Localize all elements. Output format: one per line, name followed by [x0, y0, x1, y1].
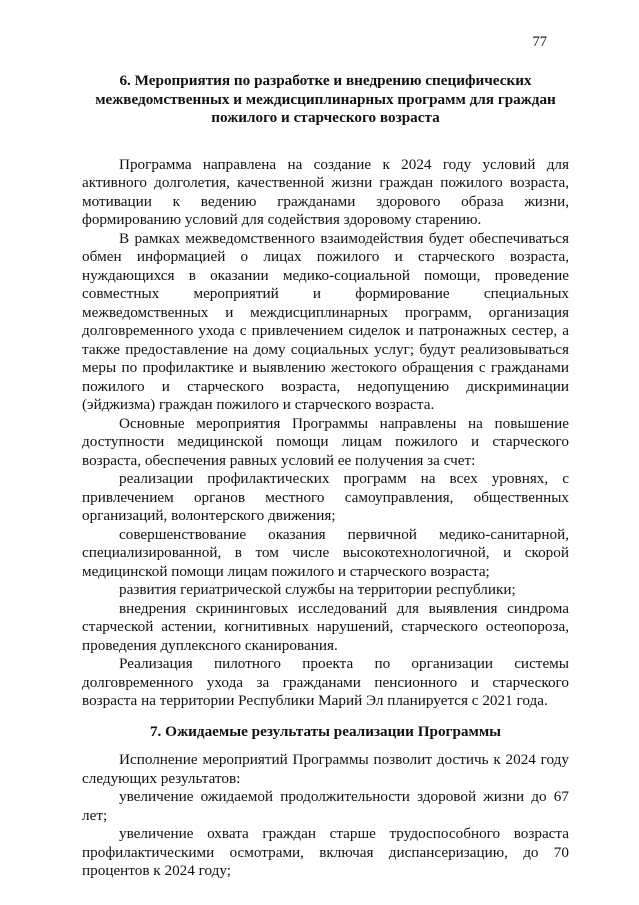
- list-item: развития гериатрической службы на территории республики;: [119, 581, 516, 598]
- list-item: увеличение охвата граждан старше трудоспособного возраста профилактическими осмотрами, включая диспансеризацию, до 70 процентов к 2024 году;: [82, 825, 569, 879]
- list-item: реализации профилактических программ на всех уровнях, с привлечением органов местного самоуправления, общественных организаций, волонтерского движения;: [82, 470, 569, 524]
- paragraph: Реализация пилотного проекта по организации системы долговременного ухода за гражданами пенсионного и старческого возраста на территории Республики Марий Эл планируется с 2021 года.: [82, 655, 569, 709]
- paragraph: Основные мероприятия Программы направлены на повышение доступности медицинской помощи лицам пожилого и старческого возраста, обеспечения равных условий ее получения за счет:: [82, 414, 569, 469]
- list-item: совершенствование оказания первичной медико-санитарной, специализированной, в том числе высокотехнологичной, и скорой медицинской помощи лицам пожилого и старческого возраста;: [82, 525, 569, 580]
- page-content: [82, 72, 569, 881]
- list-item: внедрения скрининговых исследований для выявления синдрома старческой астении, когнитивных нарушений, старческого остеопороза, проведения дуплексного сканирования.: [82, 599, 569, 654]
- page-number: 77: [532, 34, 547, 50]
- section-7-heading: 7. Ожидаемые результаты реализации Программы: [149, 722, 502, 740]
- paragraph: Программа направлена на создание к 2024 году условий для активного долголетия, качественной жизни граждан пожилого возраста, мотивации к ведению гражданами здорового образа жизни, формированию условий для содействия здоровому старению.: [82, 155, 569, 228]
- paragraph: В рамках межведомственного взаимодействия будет обеспечиваться обмен информацией о лицах пожилого и старческого возраста, нуждающихся в оказании медико-социальной помощи, проведение совместных мероприятий и формирование специальных межведомственных и междисциплинарных программ, организация долговременного ухода с привлечением сиделок и патронажных сестер, а также предоставление на дому социальных услуг; будут реализовываться меры по профилактике и выявлению жестокого обращения с гражданами пожилого и старческого возраста, недопущению дискриминации (эйджизма) граждан пожилого и старческого возраста.: [82, 229, 569, 413]
- paragraph: Исполнение мероприятий Программы позволит достичь к 2024 году следующих результатов:: [82, 751, 569, 787]
- list-item: увеличение ожидаемой продолжительности здоровой жизни до 67 лет;: [82, 788, 569, 824]
- section-6-heading: 6. Мероприятия по разработке и внедрению специфических межведомственных и междисциплинарных программ для граждан пожилого и старческого возраста: [95, 72, 556, 126]
